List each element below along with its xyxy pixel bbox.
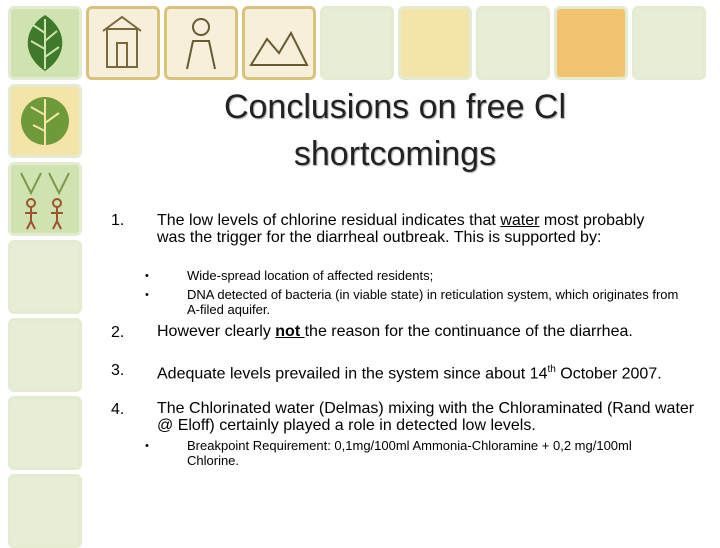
- item-1-subpoint: Wide-spread location of affected residents;: [187, 268, 434, 283]
- title-line-2: shortcomings: [293, 135, 497, 173]
- emphasized-word: not: [275, 323, 305, 340]
- item-3-text: Adequate levels prevailed in the system since about 14th October 2007.: [157, 364, 662, 383]
- pattern-tile: [8, 474, 82, 548]
- item-2-text: However clearly not the reason for the continuance of the diarrhea.: [157, 323, 633, 340]
- pattern-tile: [8, 396, 82, 470]
- people-tile: [8, 162, 82, 236]
- item-4-text: The Chlorinated water (Delmas) mixing with the Chloraminated (Rand water @ Eloff) certainly played a role in detected low levels.: [157, 400, 695, 434]
- pattern-tile: [8, 240, 82, 314]
- worker-picture-tile: [164, 6, 238, 80]
- pattern-tile: [320, 6, 394, 80]
- leaf-tile: [8, 6, 82, 80]
- item-number: 2.: [111, 324, 125, 341]
- pattern-tile: [8, 318, 82, 392]
- bullet-icon: •: [145, 440, 149, 452]
- pattern-tile: [554, 6, 628, 80]
- slide-title: [160, 84, 630, 178]
- hut-icon: [89, 9, 157, 77]
- bullet-icon: •: [145, 289, 149, 301]
- item-number: 4.: [111, 401, 125, 418]
- person-icon: [167, 9, 235, 77]
- people-icon: [11, 165, 79, 233]
- item-1-subpoint: DNA detected of bacteria (in viable state) in reticulation system, which originates from A-filed aquifer.: [187, 287, 679, 317]
- bullet-icon: •: [145, 270, 149, 282]
- outhouse-picture-tile: [86, 6, 160, 80]
- pattern-tile: [398, 6, 472, 80]
- leaf-icon: [11, 9, 79, 77]
- item-4-subpoint: Breakpoint Requirement: 0,1mg/100ml Ammonia-Chloramine + 0,2 mg/100ml Chlorine.: [187, 438, 632, 468]
- scene-picture-tile: [242, 6, 316, 80]
- item-number: 1.: [111, 212, 125, 229]
- round-leaf-tile: [8, 84, 82, 158]
- landscape-icon: [245, 9, 313, 77]
- pattern-tile: [476, 6, 550, 80]
- item-1-text: The low levels of chlorine residual indicates that water most probably was the trigger for the diarrheal outbreak. This is supported by:: [157, 212, 645, 246]
- round-leaf-icon: [11, 87, 79, 155]
- title-line-1: Conclusions on free Cl: [223, 88, 567, 126]
- underlined-word: water: [500, 212, 540, 229]
- item-number: 3.: [111, 362, 125, 379]
- pattern-tile: [632, 6, 706, 80]
